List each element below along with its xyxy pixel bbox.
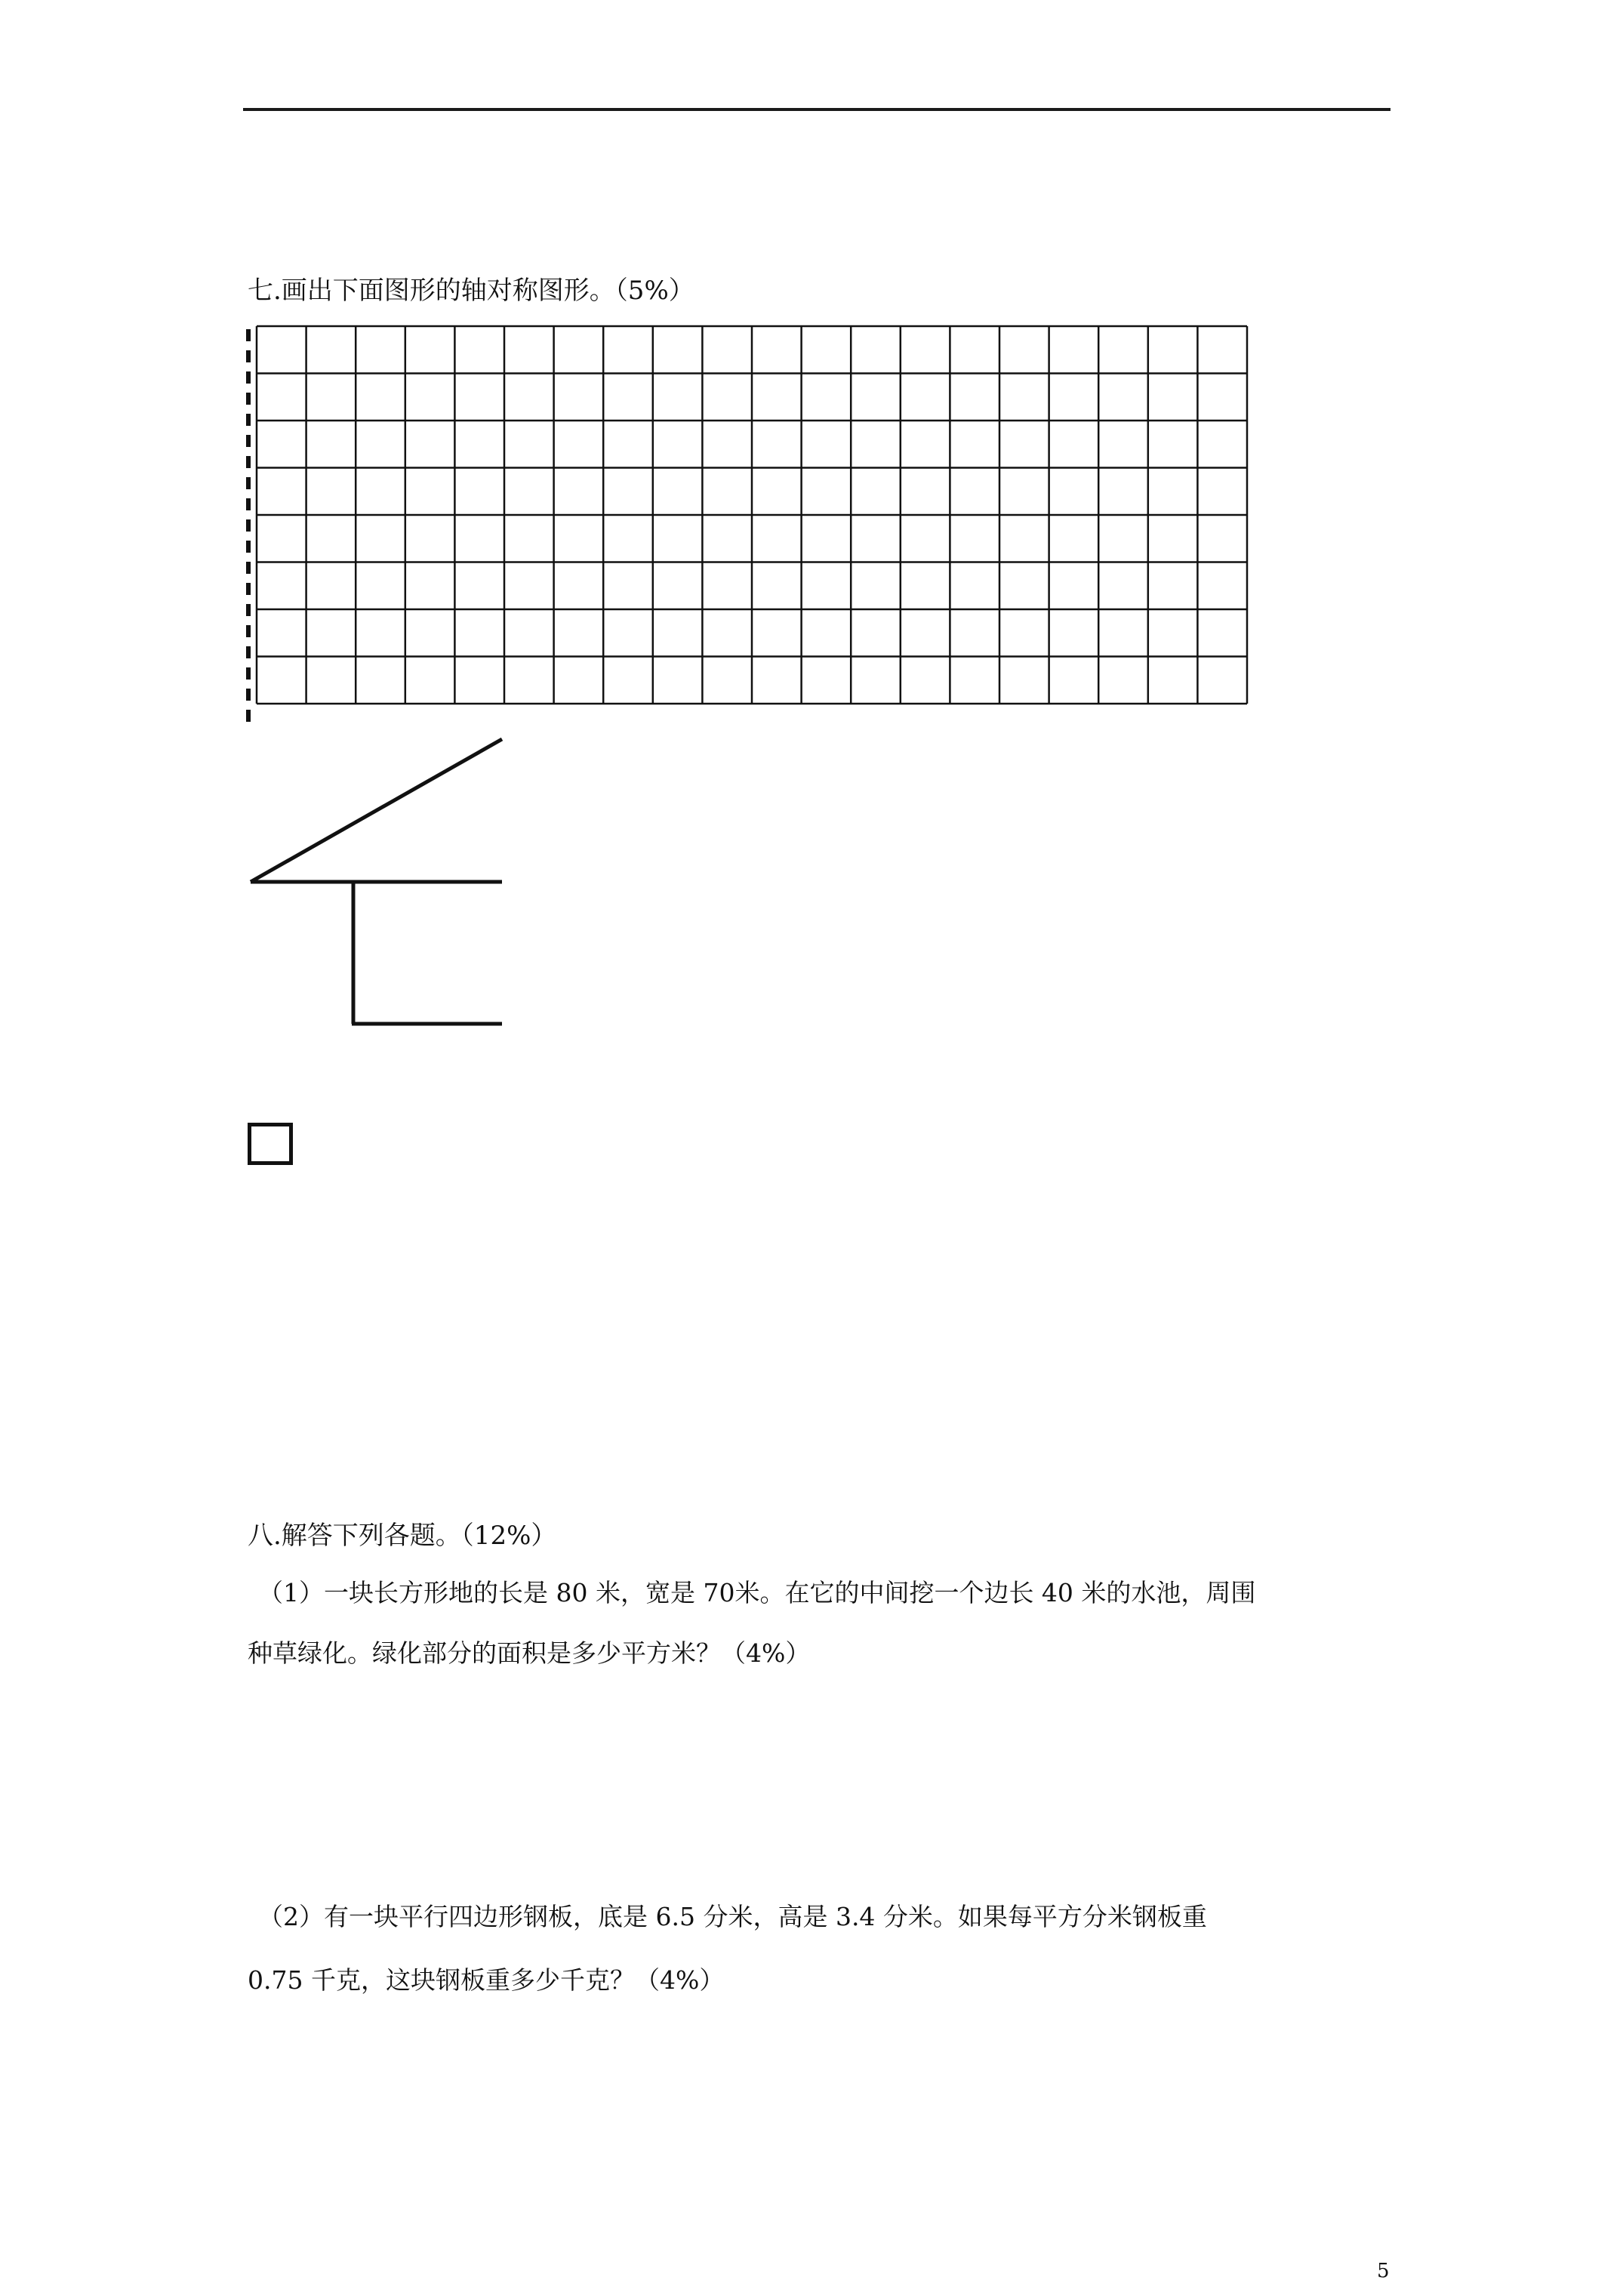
- drawing-grid: [240, 320, 1252, 728]
- problem-1-line-1: （1）一块长方形地的长是 80 米，宽是 70米。在它的中间挖一个边长 40 米的水池，周围: [258, 1578, 1256, 1607]
- header-rule: [243, 108, 1390, 111]
- figure-to-reflect: [240, 731, 512, 1033]
- section7-heading: 七.画出下面图形的轴对称图形。（5%）: [248, 276, 694, 306]
- problem-2-line-2: 0.75 千克，这块钢板重多少千克？（4%）: [248, 1965, 725, 1995]
- page-number: 5: [1377, 2260, 1390, 2282]
- figure-slant-line: [251, 739, 502, 882]
- section8-heading: 八.解答下列各题。（12%）: [248, 1521, 557, 1551]
- problem-1-line-2: 种草绿化。绿化部分的面积是多少平方米？（4%）: [248, 1638, 811, 1668]
- problem-2-line-1: （2）有一块平行四边形钢板，底是 6.5 分米，高是 3.4 分米。如果每平方分米钢板重: [258, 1902, 1207, 1931]
- small-square: [248, 1123, 293, 1165]
